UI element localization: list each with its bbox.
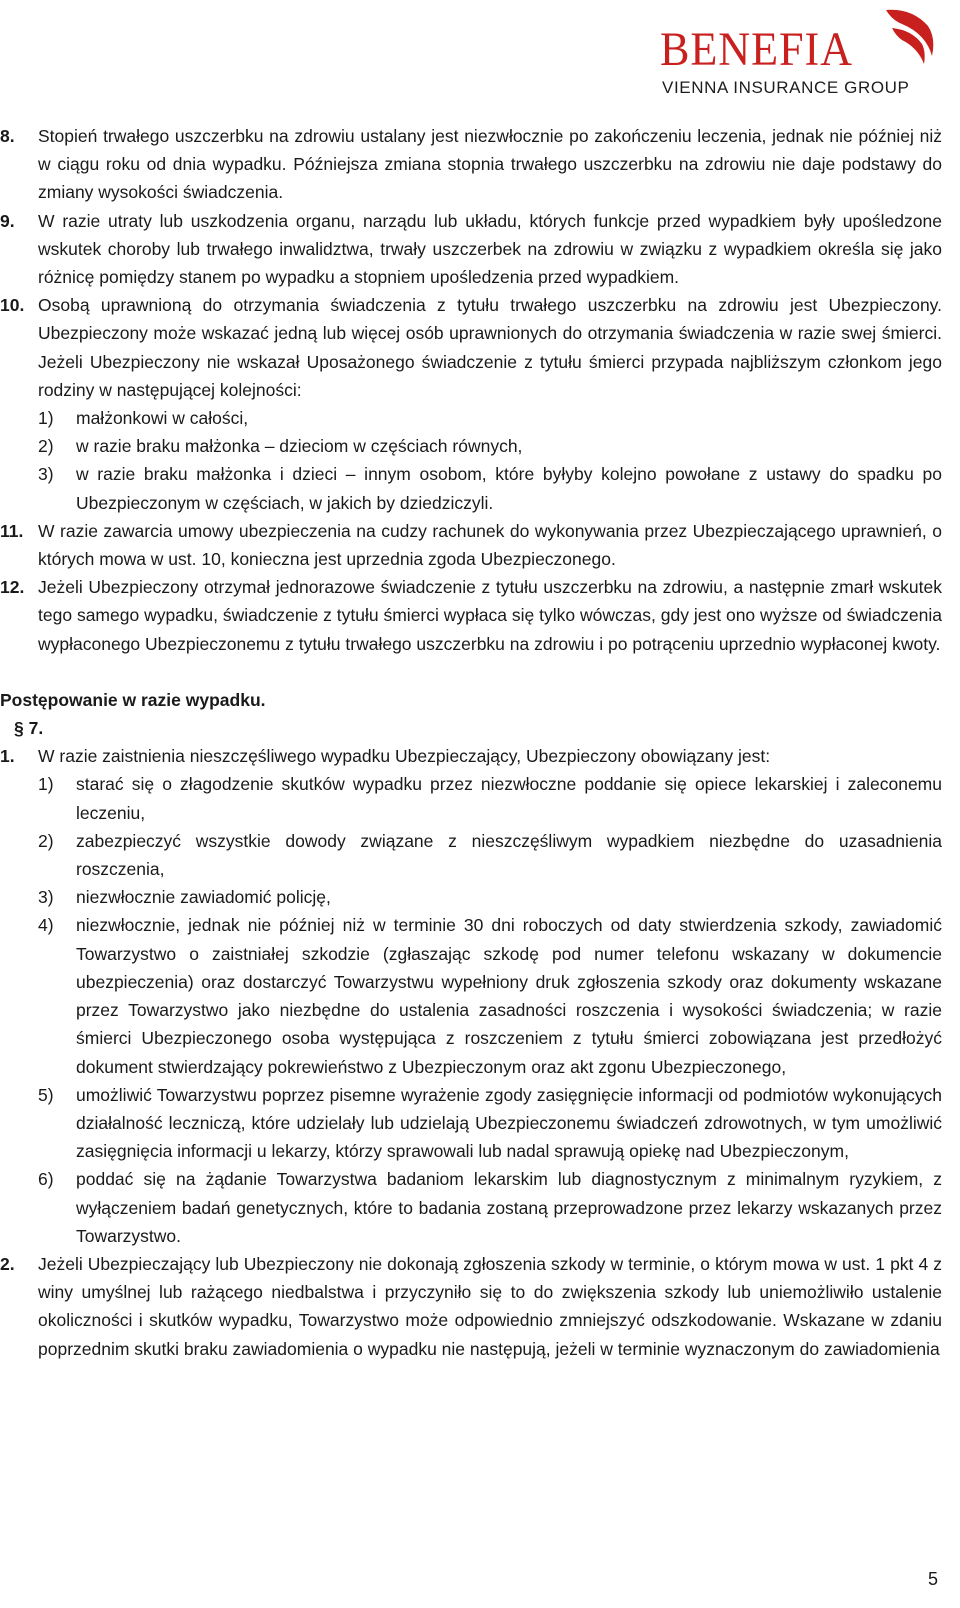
sub-item-text: w razie braku małżonka – dzieciom w częściach równych,	[76, 436, 523, 457]
sub-item-text: niezwłocznie, jednak nie później niż w terminie 30 dni roboczych od daty stwierdzenia szkody, zawiadomić Towarzystwo o zaistniałej szkodzie (zgłaszając szkodę pod numer telefonu wskazany w dokumencie ubezpieczenia) oraz dostarczyć Towarzystwu wypełniony druk zgłoszenia szkody oraz dokumenty wskazane przez Towarzystwo jako niezbędne do ustalenia zasadności roszczenia i wysokości świadczenia; w razie śmierci Ubezpieczonego osoba występująca z roszczeniem z tytułu śmierci zobowiązana jest przedłożyć dokument stwierdzający pokrewieństwo z Ubezpieczonym oraz akt zgonu Ubezpieczonego,	[76, 915, 942, 1077]
sub-item	[38, 883, 942, 911]
sub-item-text: zabezpieczyć wszystkie dowody związane z nieszczęśliwym wypadkiem niezbędne do uzasadnienia roszczenia,	[76, 830, 942, 880]
paragraph-mark: § 7.	[14, 718, 44, 739]
clause-10	[0, 291, 942, 517]
clause-text: W razie zaistnienia nieszczęśliwego wypadku Ubezpieczający, Ubezpieczony obowiązany jest:	[38, 746, 771, 767]
sub-item	[38, 432, 942, 460]
sub-item-number: 3)	[38, 887, 54, 908]
page-number: 5	[927, 1569, 938, 1589]
section-heading: Postępowanie w razie wypadku.	[0, 689, 266, 710]
clause-number: 9.	[0, 210, 15, 231]
clause-9	[0, 207, 942, 292]
clause-text: W razie zawarcia umowy ubezpieczenia na cudzy rachunek do wykonywania przez Ubezpieczającego uprawnień, o których mowa w ust. 10, konieczna jest uprzednia zgoda Ubezpieczonego.	[38, 520, 942, 570]
clause-8	[0, 122, 942, 207]
sub-item-text: małżonkowi w całości,	[76, 408, 249, 429]
clause-number: 1.	[0, 746, 15, 767]
clause-text: W razie utraty lub uszkodzenia organu, narządu lub układu, których funkcje przed wypadkiem były upośledzone wskutek choroby lub trwałego inwalidztwa, trwały uszczerbek na zdrowiu w związku z wypadkiem określa się jako różnicę pomiędzy stanem po wypadku a stopniem upośledzenia przed wypadkiem.	[38, 210, 942, 288]
sub-item-number: 2)	[38, 436, 54, 457]
sub-item	[38, 1081, 942, 1166]
sub-item	[38, 404, 942, 432]
sub-item-number: 6)	[38, 1169, 54, 1190]
logo-swoosh-icon	[872, 4, 938, 70]
clause-number: 12.	[0, 577, 25, 598]
sub-item	[38, 460, 942, 516]
sub-item	[38, 770, 942, 826]
clause-number: 10.	[0, 295, 25, 316]
section-clause-1	[0, 742, 942, 1250]
clause-text: Jeżeli Ubezpieczony otrzymał jednorazowe świadczenie z tytułu uszczerbku na zdrowiu, a następnie zmarł wskutek tego samego wypadku, świadczenie z tytułu śmierci wypłaca się tylko wówczas, gdy jest ono wyższe od świadczenia wypłaconego Ubezpieczonemu z tytułu trwałego uszczerbku na zdrowiu i po potrąceniu uprzednio wypłaconej kwoty.	[38, 577, 942, 654]
clause-12	[0, 573, 942, 658]
clause-text: Jeżeli Ubezpieczający lub Ubezpieczony nie dokonają zgłoszenia szkody w terminie, o którym mowa w ust. 1 pkt 4 z winy umyślnej lub rażącego niedbalstwa i przyczyniło się to do zwiększenia szkody lub uniemożliwiło ustalenie okoliczności i skutków wypadku, Towarzystwo może odpowiednio zmniejszyć odszkodowanie. Wskazane w zdaniu poprzednim skutki braku zawiadomienia o wypadku nie następują, jeżeli w terminie wyznaczonym do zawiadomienia	[38, 1253, 942, 1359]
clause-text: Stopień trwałego uszczerbku na zdrowiu ustalany jest niezwłocznie po zakończeniu leczenia, jednak nie później niż w ciągu roku od dnia wypadku. Późniejsza zmiana stopnia trwałego uszczerbku na zdrowiu nie daje podstawy do zmiany wysokości świadczenia.	[38, 126, 942, 203]
document-body	[0, 122, 960, 1363]
sub-item	[38, 1165, 942, 1250]
spacer	[0, 658, 942, 686]
sub-item-number: 2)	[38, 830, 54, 851]
benefia-logo	[650, 4, 940, 100]
sub-item-number: 5)	[38, 1084, 54, 1105]
sub-item-text: umożliwić Towarzystwu poprzez pisemne wyrażenie zgody zasięgnięcie informacji od podmiotów wykonujących działalność leczniczą, które udzielały lub udzielają Ubezpieczonemu świadczeń zdrowotnych, w tym umożliwić zasięgnięcia informacji u lekarzy, którzy sprawowali lub nadal sprawują opiekę nad Ubezpieczonym,	[76, 1084, 942, 1162]
clause-text: Osobą uprawnioną do otrzymania świadczenia z tytułu trwałego uszczerbku na zdrowiu jest Ubezpieczony. Ubezpieczony może wskazać jedną lub więcej osób uprawnionych do otrzymania świadczenia w razie swej śmierci. Jeżeli Ubezpieczony nie wskazał Uposażonego świadczenie z tytułu śmierci przypada najbliższym członkom jego rodziny w następującej kolejności:	[38, 295, 942, 400]
clause-number: 2.	[0, 1253, 15, 1274]
sub-item	[38, 827, 942, 883]
logo-subtitle: VIENNA INSURANCE GROUP	[662, 78, 910, 97]
sub-item-text: poddać się na żądanie Towarzystwa badaniom lekarskim lub diagnostycznym z minimalnym ryzykiem, z wyłączeniem badań genetycznych, które to badania zostaną przeprowadzone przez lekarzy wskazanych przez Towarzystwo.	[76, 1169, 942, 1246]
sub-item-number: 3)	[38, 464, 54, 485]
sub-item-number: 1)	[38, 408, 54, 429]
section-clause-2	[0, 1250, 942, 1363]
sub-item-text: starać się o złagodzenie skutków wypadku przez niezwłoczne poddanie się opiece lekarskiej i zaleconemu leczeniu,	[76, 774, 942, 823]
sub-item-number: 1)	[38, 774, 54, 795]
clause-number: 11.	[0, 520, 24, 541]
clause-11	[0, 517, 942, 573]
sub-item-text: w razie braku małżonka i dzieci – innym osobom, które byłyby kolejno powołane z ustawy do spadku po Ubezpieczonym w częściach, w jakich by dziedziczyli.	[76, 464, 942, 513]
sub-item-text: niezwłocznie zawiadomić policję,	[76, 887, 331, 908]
clause-number: 8.	[0, 126, 15, 146]
sub-item-number: 4)	[38, 915, 54, 936]
logo-wordmark: BENEFIA	[660, 23, 853, 76]
sub-item	[38, 911, 942, 1080]
